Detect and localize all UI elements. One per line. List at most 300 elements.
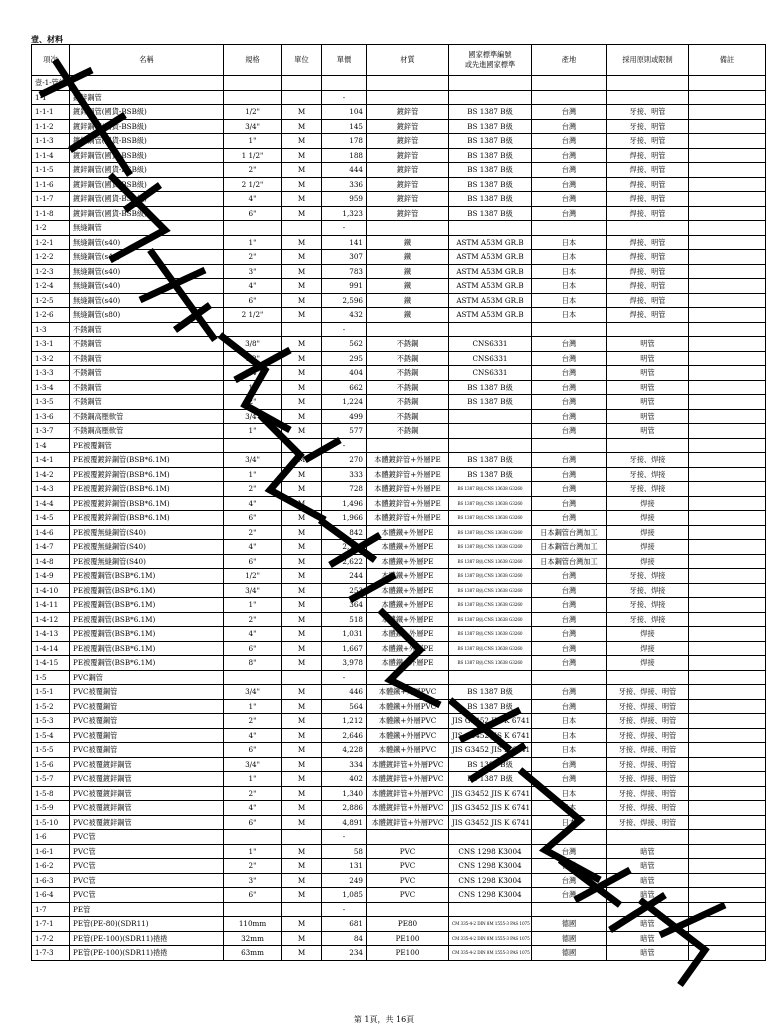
cell-material: 本體鐵+外層PE	[367, 612, 449, 627]
cell-material: 本體鐵+外層PE	[367, 525, 449, 540]
cell-unit	[282, 90, 322, 105]
cell-spec	[224, 902, 282, 917]
cell-unit: M	[282, 743, 322, 758]
cell-unit: M	[282, 409, 322, 424]
cell-standard	[449, 221, 532, 236]
cell-usage: 焊接	[607, 641, 689, 656]
cell-usage	[607, 830, 689, 845]
cell-remark	[689, 395, 766, 410]
table-row	[32, 163, 766, 178]
header-row	[32, 45, 766, 76]
cell-seq: 1-5-9	[32, 801, 70, 816]
cell-price: -	[322, 670, 367, 685]
cell-origin: 台灣	[532, 105, 607, 120]
cell-seq: 1-5-1	[32, 685, 70, 700]
cell-origin: 台灣	[532, 844, 607, 859]
cell-origin: 台灣	[532, 598, 607, 613]
cell-usage: 牙接、明管	[607, 134, 689, 149]
cell-standard	[449, 902, 532, 917]
table-row	[32, 685, 766, 700]
cell-seq: 1-4	[32, 438, 70, 453]
cell-standard: BS 1387 B級	[449, 380, 532, 395]
header-price: 單價	[322, 45, 367, 76]
table-row	[32, 670, 766, 685]
cell-spec	[224, 670, 282, 685]
cell-spec: 63mm	[224, 946, 282, 961]
cell-name: PVC被覆鍍鋅鋼管	[70, 815, 224, 830]
cell-spec: 2 1/2"	[224, 177, 282, 192]
cell-price: 842	[322, 525, 367, 540]
cell-remark	[689, 90, 766, 105]
cell-unit: M	[282, 554, 322, 569]
cell-unit: M	[282, 467, 322, 482]
cell-unit: M	[282, 728, 322, 743]
cell-seq: 1-3-7	[32, 424, 70, 439]
watermark-text: 臺灣五金水電工業公會	[0, 0, 10, 1]
table-row	[32, 656, 766, 671]
cell-usage: 暗管	[607, 844, 689, 859]
cell-price: 1,496	[322, 496, 367, 511]
table-row	[32, 496, 766, 511]
cell-spec: 1/2"	[224, 569, 282, 584]
cell-standard: BS 1387 B級	[449, 148, 532, 163]
cell-spec: 2"	[224, 714, 282, 729]
table-row	[32, 264, 766, 279]
cell-unit: M	[282, 801, 322, 816]
table-row	[32, 888, 766, 903]
cell-seq: 1-4-4	[32, 496, 70, 511]
cell-standard: JIS G3452 JIS K 6741	[449, 743, 532, 758]
cell-material: 鐵	[367, 279, 449, 294]
cell-standard: BS 1387 B級.CNS 13638 G3260	[449, 583, 532, 598]
cell-unit: M	[282, 351, 322, 366]
cell-name	[70, 76, 224, 91]
cell-seq: 1-4-12	[32, 612, 70, 627]
cell-seq: 1-5-7	[32, 772, 70, 787]
cell-origin: 日本	[532, 308, 607, 323]
cell-price: 446	[322, 685, 367, 700]
cell-standard	[449, 322, 532, 337]
cell-unit: M	[282, 888, 322, 903]
cell-spec: 6"	[224, 511, 282, 526]
table-row	[32, 177, 766, 192]
header-standard: 國家標準編號 或先進國家標準	[449, 45, 532, 76]
cell-usage: 暗管	[607, 946, 689, 961]
cell-material: 鍍鋅管	[367, 192, 449, 207]
cell-material	[367, 830, 449, 845]
cell-standard: CM 335-4-2 DIN 8M 1555-3 PAS 1075	[449, 931, 532, 946]
cell-remark	[689, 308, 766, 323]
cell-material: 本體鐵+外層PVC	[367, 728, 449, 743]
cell-spec: 4"	[224, 279, 282, 294]
cell-unit: M	[282, 815, 322, 830]
cell-seq: 1-3-3	[32, 366, 70, 381]
cell-seq: 1-6	[32, 830, 70, 845]
cell-material: 本體鍍鋅管+外層PE	[367, 453, 449, 468]
cell-usage: 焊接、明管	[607, 177, 689, 192]
cell-origin: 日本	[532, 815, 607, 830]
cell-material: PVC	[367, 873, 449, 888]
table-row	[32, 351, 766, 366]
cell-spec: 3"	[224, 264, 282, 279]
table-row	[32, 859, 766, 874]
cell-usage: 焊接、明管	[607, 293, 689, 308]
cell-price: 728	[322, 482, 367, 497]
table-row	[32, 801, 766, 816]
page-footer: 第 1頁，共 16頁	[353, 1015, 415, 1024]
cell-origin	[532, 830, 607, 845]
cell-price: 959	[322, 192, 367, 207]
cell-name: PE被覆鋼管(BSB*6.1M)	[70, 656, 224, 671]
table-row	[32, 583, 766, 598]
table-row	[32, 743, 766, 758]
cell-standard: BS 1387 B級.CNS 13638 G3260	[449, 496, 532, 511]
cell-origin: 德國	[532, 931, 607, 946]
cell-usage: 牙接、明管	[607, 119, 689, 134]
cell-standard: JIS G3452 JIS K 6741	[449, 714, 532, 729]
cell-material	[367, 90, 449, 105]
cell-unit: M	[282, 395, 322, 410]
cell-material: 本體鐵+外層PVC	[367, 714, 449, 729]
table-row	[32, 453, 766, 468]
cell-price: 1,085	[322, 888, 367, 903]
cell-unit: M	[282, 772, 322, 787]
cell-price: 783	[322, 264, 367, 279]
cell-remark	[689, 366, 766, 381]
cell-origin: 日本	[532, 786, 607, 801]
cell-usage: 牙接、焊接、明管	[607, 757, 689, 772]
cell-price: 681	[322, 917, 367, 932]
cell-price: 364	[322, 598, 367, 613]
cell-standard: CNS 1298 K3004	[449, 873, 532, 888]
cell-usage: 牙接、焊接	[607, 598, 689, 613]
cell-seq: 1-2-5	[32, 293, 70, 308]
cell-usage: 牙接、焊接、明管	[607, 699, 689, 714]
cell-spec: 32mm	[224, 931, 282, 946]
cell-material: 本體鍍鋅管+外層PVC	[367, 772, 449, 787]
cell-standard	[449, 424, 532, 439]
cell-remark	[689, 728, 766, 743]
cell-usage: 焊接	[607, 540, 689, 555]
cell-spec: 1/2"	[224, 105, 282, 120]
cell-seq: 1-7-1	[32, 917, 70, 932]
cell-price: 662	[322, 380, 367, 395]
cell-remark	[689, 235, 766, 250]
cell-unit: M	[282, 482, 322, 497]
cell-material	[367, 438, 449, 453]
cell-origin: 日本鋼管台灣加工	[532, 525, 607, 540]
cell-seq: 1-6-2	[32, 859, 70, 874]
cell-spec: 1"	[224, 844, 282, 859]
cell-material: 鐵	[367, 264, 449, 279]
cell-usage: 焊接、明管	[607, 163, 689, 178]
cell-remark	[689, 134, 766, 149]
cell-name: 不銹鋼管	[70, 337, 224, 352]
cell-seq: 壹-1-管線	[32, 76, 70, 91]
cell-spec: 2"	[224, 525, 282, 540]
cell-remark	[689, 76, 766, 91]
table-row	[32, 221, 766, 236]
cell-name: PE管(PE-80)(SDR11)	[70, 917, 224, 932]
cell-seq: 1-4-11	[32, 598, 70, 613]
cell-origin: 日本	[532, 235, 607, 250]
cell-price: 564	[322, 699, 367, 714]
cell-remark	[689, 279, 766, 294]
cell-standard: BS 1387 B級	[449, 757, 532, 772]
cell-material: 不銹鋼	[367, 366, 449, 381]
cell-material: 不銹鋼	[367, 380, 449, 395]
section-title: 壹、材料	[31, 34, 63, 44]
cell-spec: 2"	[224, 482, 282, 497]
cell-unit	[282, 221, 322, 236]
cell-seq: 1-2-2	[32, 250, 70, 265]
cell-remark	[689, 453, 766, 468]
cell-seq: 1-1-8	[32, 206, 70, 221]
cell-price: 499	[322, 409, 367, 424]
cell-unit: M	[282, 525, 322, 540]
cell-seq: 1-6-4	[32, 888, 70, 903]
cell-remark	[689, 656, 766, 671]
cell-price: -	[322, 830, 367, 845]
cell-standard: BS 1387 B級.CNS 13638 G3260	[449, 627, 532, 642]
cell-seq: 1-1-1	[32, 105, 70, 120]
cell-name: 無縫鋼管	[70, 221, 224, 236]
cell-seq: 1-3-5	[32, 395, 70, 410]
cell-standard: BS 1387 B級	[449, 699, 532, 714]
cell-seq: 1-5-8	[32, 786, 70, 801]
cell-seq: 1-6-3	[32, 873, 70, 888]
cell-remark	[689, 902, 766, 917]
cell-material: 鍍鋅管	[367, 163, 449, 178]
cell-origin: 台灣	[532, 873, 607, 888]
cell-standard: CNS 1298 K3004	[449, 844, 532, 859]
cell-unit: M	[282, 453, 322, 468]
cell-remark	[689, 583, 766, 598]
cell-standard: CM 335-4-2 DIN 8M 1555-3 PAS 1075	[449, 917, 532, 932]
cell-standard: BS 1387 B級.CNS 13638 G3260	[449, 554, 532, 569]
cell-seq: 1-4-15	[32, 656, 70, 671]
cell-price: 1,667	[322, 641, 367, 656]
table-row	[32, 322, 766, 337]
cell-material: 不銹鋼	[367, 424, 449, 439]
cell-standard: BS 1387 B級.CNS 13638 G3260	[449, 525, 532, 540]
cell-standard: CM 335-4-2 DIN 8M 1555-3 PAS 1075	[449, 946, 532, 961]
cell-name: PE被覆鋼管(BSB*6.1M)	[70, 612, 224, 627]
cell-spec	[224, 90, 282, 105]
cell-remark	[689, 569, 766, 584]
cell-price: -	[322, 902, 367, 917]
cell-material: 本體鍍鋅管+外層PE	[367, 482, 449, 497]
cell-name: PE被覆鍍鋅鋼管(BSB*6.1M)	[70, 467, 224, 482]
cell-standard: BS 1387 B級	[449, 453, 532, 468]
cell-name: PVC被覆鋼管	[70, 714, 224, 729]
cell-seq: 1-4-3	[32, 482, 70, 497]
cell-spec	[224, 830, 282, 845]
cell-unit: M	[282, 206, 322, 221]
cell-remark	[689, 714, 766, 729]
cell-name: PVC被覆鋼管	[70, 699, 224, 714]
cell-origin	[532, 670, 607, 685]
cell-name: 不銹鋼管	[70, 395, 224, 410]
table-row	[32, 873, 766, 888]
table-row	[32, 148, 766, 163]
cell-spec: 3/4"	[224, 453, 282, 468]
cell-usage: 焊接、明管	[607, 279, 689, 294]
cell-remark	[689, 873, 766, 888]
cell-name: PE被覆鋼管(BSB*6.1M)	[70, 627, 224, 642]
cell-remark	[689, 337, 766, 352]
cell-material: PE80	[367, 917, 449, 932]
cell-usage: 焊接、明管	[607, 235, 689, 250]
table-row	[32, 90, 766, 105]
cell-spec: 1"	[224, 424, 282, 439]
cell-origin: 日本	[532, 743, 607, 758]
cell-usage: 明管	[607, 380, 689, 395]
cell-usage: 牙接、焊接	[607, 612, 689, 627]
cell-spec: 1 1/2"	[224, 148, 282, 163]
cell-seq: 1-4-10	[32, 583, 70, 598]
cell-origin: 台灣	[532, 496, 607, 511]
cell-price: 562	[322, 337, 367, 352]
cell-origin: 台灣	[532, 656, 607, 671]
cell-seq: 1-5-6	[32, 757, 70, 772]
cell-usage: 暗管	[607, 859, 689, 874]
cell-unit: M	[282, 714, 322, 729]
cell-name: PVC被覆鍍鋅鋼管	[70, 772, 224, 787]
cell-price: 270	[322, 453, 367, 468]
cell-origin: 台灣	[532, 467, 607, 482]
cell-material: 不銹鋼	[367, 351, 449, 366]
cell-material: 本體鍍鋅管+外層PVC	[367, 786, 449, 801]
cell-seq: 1-7	[32, 902, 70, 917]
cell-usage: 焊接	[607, 656, 689, 671]
cell-spec: 8"	[224, 656, 282, 671]
cell-seq: 1-5-3	[32, 714, 70, 729]
cell-remark	[689, 946, 766, 961]
table-row	[32, 815, 766, 830]
cell-price: 2,622	[322, 554, 367, 569]
table-row	[32, 902, 766, 917]
table-row	[32, 931, 766, 946]
cell-spec: 1"	[224, 699, 282, 714]
cell-standard	[449, 670, 532, 685]
cell-usage: 焊接、明管	[607, 264, 689, 279]
cell-usage: 牙接、焊接	[607, 583, 689, 598]
cell-remark	[689, 177, 766, 192]
cell-price: 432	[322, 308, 367, 323]
cell-remark	[689, 743, 766, 758]
cell-material: 鐵	[367, 293, 449, 308]
cell-standard: BS 1387 B級.CNS 13638 G3260	[449, 598, 532, 613]
cell-unit: M	[282, 931, 322, 946]
cell-unit: M	[282, 598, 322, 613]
cell-material: 不銹鋼	[367, 409, 449, 424]
cell-unit	[282, 76, 322, 91]
cell-name: 無縫鋼管(s40)	[70, 250, 224, 265]
cell-seq: 1-2-1	[32, 235, 70, 250]
cell-origin	[532, 221, 607, 236]
cell-material: 本體鐵+外層PVC	[367, 743, 449, 758]
cell-remark	[689, 380, 766, 395]
table-row	[32, 366, 766, 381]
cell-origin: 台灣	[532, 757, 607, 772]
cell-remark	[689, 888, 766, 903]
table-row	[32, 409, 766, 424]
cell-unit: M	[282, 511, 322, 526]
cell-seq: 1-1-4	[32, 148, 70, 163]
cell-spec: 2"	[224, 859, 282, 874]
cell-price: 1,224	[322, 395, 367, 410]
cell-unit	[282, 902, 322, 917]
table-row	[32, 946, 766, 961]
cell-remark	[689, 163, 766, 178]
cell-material: 本體鍍鋅管+外層PE	[367, 467, 449, 482]
cell-spec: 1"	[224, 467, 282, 482]
cell-origin: 台灣	[532, 177, 607, 192]
cell-unit: M	[282, 540, 322, 555]
table-row	[32, 844, 766, 859]
cell-standard: ASTM A53M GR.B	[449, 264, 532, 279]
cell-spec: 1/2"	[224, 351, 282, 366]
cell-seq: 1-5-10	[32, 815, 70, 830]
cell-name: PE被覆鍍鋅鋼管(BSB*6.1M)	[70, 453, 224, 468]
cell-material: 不銹鋼	[367, 337, 449, 352]
cell-material	[367, 221, 449, 236]
cell-material: PVC	[367, 859, 449, 874]
cell-name: 無縫鋼管(s40)	[70, 264, 224, 279]
cell-remark	[689, 931, 766, 946]
table-row	[32, 757, 766, 772]
cell-spec: 3/4"	[224, 583, 282, 598]
cell-material: 鍍鋅管	[367, 148, 449, 163]
table-row	[32, 598, 766, 613]
table-row	[32, 699, 766, 714]
cell-name: PE被覆無縫鋼管(S40)	[70, 540, 224, 555]
cell-remark	[689, 438, 766, 453]
cell-unit: M	[282, 366, 322, 381]
header-spec: 規格	[224, 45, 282, 76]
cell-standard: CNS6331	[449, 337, 532, 352]
cell-name: PE被覆無縫鋼管(S40)	[70, 554, 224, 569]
cell-remark	[689, 786, 766, 801]
cell-seq: 1-1-7	[32, 192, 70, 207]
cell-remark	[689, 148, 766, 163]
cell-remark	[689, 119, 766, 134]
cell-unit: M	[282, 627, 322, 642]
cell-seq: 1-3-2	[32, 351, 70, 366]
cell-remark	[689, 525, 766, 540]
cell-usage	[607, 322, 689, 337]
cell-price: 333	[322, 467, 367, 482]
cell-unit	[282, 322, 322, 337]
cell-standard: ASTM A53M GR.B	[449, 308, 532, 323]
cell-usage: 牙接、焊接	[607, 467, 689, 482]
cell-name: 鍍鋅鋼管(國貨-BSB級)	[70, 192, 224, 207]
table-row	[32, 105, 766, 120]
cell-remark	[689, 409, 766, 424]
header-seq: 項次	[32, 45, 70, 76]
cell-spec: 2"	[224, 612, 282, 627]
cell-standard: ASTM A53M GR.B	[449, 279, 532, 294]
cell-material: 鐵	[367, 308, 449, 323]
cell-seq: 1-1-6	[32, 177, 70, 192]
table-row	[32, 482, 766, 497]
cell-seq: 1-4-2	[32, 467, 70, 482]
cell-material: 本體鍍鋅管+外層PVC	[367, 757, 449, 772]
cell-usage: 牙接、焊接、明管	[607, 786, 689, 801]
table-row	[32, 830, 766, 845]
cell-standard: BS 1387 B級	[449, 467, 532, 482]
